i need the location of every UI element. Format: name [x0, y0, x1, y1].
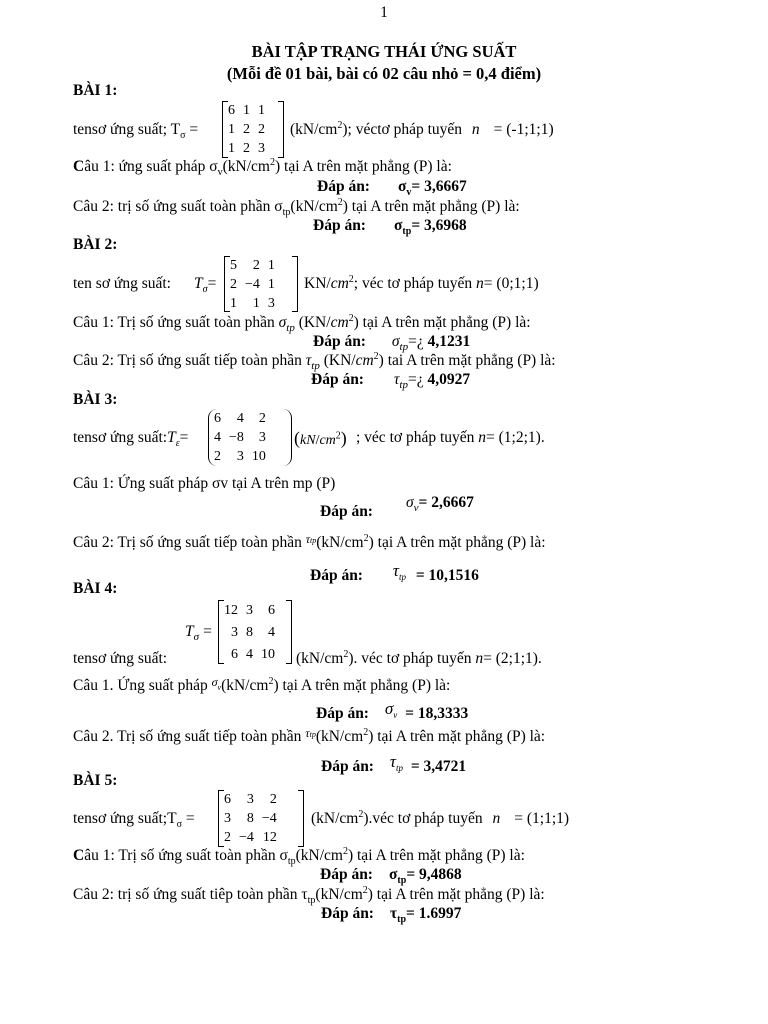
b1-vector: = (-1;1;1) [493, 121, 554, 138]
b2-unit-sup: 2 [348, 273, 354, 285]
b2-a2-label: Đáp án: [311, 371, 364, 388]
b2-a2-eq: =¿ [407, 371, 424, 388]
b1-q2-sub: tp [282, 207, 291, 219]
b3-m12: 3 [258, 430, 266, 445]
b3-m00: 6 [214, 411, 221, 426]
b3-a2-sym: τ [392, 561, 399, 580]
b4-q1-b: (kN/cm [221, 677, 269, 694]
b3-q2-text: Câu 2: Trị số ứng suất tiếp toàn phần [73, 534, 302, 551]
b5-q1-c: ) tại A trên mặt phẳng (P) là: [347, 847, 525, 864]
b5-a1-sym: σ [388, 866, 398, 883]
b2-a1-label: Đáp án: [313, 333, 366, 350]
b1-a2-sub: tp [402, 226, 412, 238]
b4-q2-c: ) tại A trên mặt phẳng (P) là: [368, 728, 546, 745]
b1-a2-label: Đáp án: [313, 217, 366, 234]
b2-m02: 1 [267, 258, 275, 273]
b5-answer-2 [321, 905, 462, 926]
b3-question-2 [73, 532, 546, 552]
b2-eq: = [207, 275, 217, 292]
b2-a2-sym: τ [393, 371, 400, 388]
b4-m12: 4 [268, 625, 275, 640]
b3-eq: = [179, 429, 189, 446]
b1-m01: 1 [243, 103, 250, 118]
b5-m12: −4 [261, 811, 277, 826]
b3-unit-c: ; véc tơ pháp tuyến [356, 429, 475, 446]
b1-q2-sup: 2 [337, 196, 343, 208]
b4-q2-sub: tp [309, 730, 316, 739]
b2-heading: BÀI 2: [73, 236, 118, 253]
b4-q2-sym: τ [305, 726, 310, 740]
b5-answer-1 [320, 866, 462, 887]
page-title: BÀI TẬP TRẠNG THÁI ỨNG SUẤT [251, 42, 517, 61]
b2-t-symbol [194, 275, 217, 296]
b1-n-symbol: n [471, 121, 480, 138]
b1-q2-text: Câu 2: trị số ứng suất toàn phần σ [73, 198, 283, 215]
b2-q1-sym: σ [278, 314, 287, 331]
b4-t-symbol [185, 623, 212, 644]
b4-m20: 6 [231, 647, 238, 662]
b5-q1-sup: 2 [342, 845, 348, 857]
b4-unit-sup: 2 [343, 648, 349, 660]
b4-m02: 6 [268, 603, 275, 618]
b2-t-sub: σ [202, 284, 208, 296]
b4-n-symbol: n [475, 650, 484, 667]
b1-a2-sym: σ [393, 217, 403, 234]
b1-unit-b: ); véctơ pháp tuyến [342, 121, 463, 138]
b2-unit-b: ; véc tơ pháp tuyến [353, 275, 473, 292]
b5-lead: tensơ ứng suất;T [73, 810, 177, 827]
b3-t-sym: T [167, 429, 176, 446]
b1-lead: tensơ ứng suất; T [73, 121, 181, 138]
b3-q2-b: (kN/cm [316, 534, 364, 551]
b3-m10: 4 [214, 430, 221, 445]
b4-q1-sym: σ [211, 675, 218, 689]
b4-q1-sub: v [217, 683, 222, 692]
b2-q2-text: Câu 2: Trị số ứng suất tiếp toàn phần [73, 352, 302, 369]
b4-vector: = (2;1;1). [483, 650, 542, 667]
b2-a1-eq: =¿ [408, 333, 424, 350]
b5-a2-sym: τ [389, 905, 398, 922]
b1-m20: 1 [228, 141, 235, 156]
b4-m11: 8 [246, 625, 253, 640]
b3-a1-label: Đáp án: [320, 503, 373, 520]
b2-a1-sub: tp [399, 341, 409, 354]
b2-m00: 5 [230, 258, 237, 273]
b3-unit-a: ( [294, 428, 300, 448]
b5-vector: = (1;1;1) [514, 810, 570, 827]
b5-lead-sub: σ [176, 819, 182, 831]
b2-q2-cm: cm [355, 352, 374, 369]
b5-a2-val: = 1.6997 [406, 905, 462, 922]
page-number: 1 [380, 4, 388, 21]
b3-unit-b: ) [340, 428, 347, 448]
b1-a2-val: = 3,6968 [411, 217, 467, 234]
b5-m10: 3 [224, 811, 231, 826]
b3-m02: 2 [258, 411, 266, 426]
b4-answer-2 [321, 752, 466, 776]
b4-q1-sup: 2 [268, 675, 274, 687]
b4-q1-text: Câu 1. Ứng suất pháp [73, 677, 208, 694]
b1-answer-2 [313, 217, 467, 238]
b2-q1-sub: tp [286, 322, 295, 335]
b5-a2-sub: tp [397, 914, 407, 926]
b2-t-sym: T [194, 275, 203, 292]
b1-lead-sub: σ [180, 130, 186, 142]
b2-q1-b: (KN/ [298, 314, 331, 331]
b4-m22: 10 [261, 647, 275, 662]
b2-question-2 [73, 350, 556, 373]
b1-answer-1 [317, 178, 467, 199]
b1-unit-line [290, 121, 554, 139]
b1-q1-first: C [73, 158, 85, 175]
b5-a1-sub: tp [397, 875, 407, 887]
b2-q2-sub: tp [311, 360, 320, 373]
b4-a1-sub: v [393, 710, 398, 720]
b3-unit-kn: kN [300, 433, 316, 448]
b4-q2-text: Câu 2. Trị số ứng suất tiếp toàn phần [73, 728, 302, 745]
b1-q2-c: ) tại A trên mặt phẳng (P) là: [342, 198, 520, 215]
b1-m00: 6 [228, 103, 235, 118]
b2-lead: ten sơ ứng suất: [73, 275, 171, 292]
b2-unit-line [304, 275, 539, 293]
b5-m21: −4 [239, 830, 254, 845]
b3-a1-sym: σ [406, 494, 414, 511]
b4-question-2 [73, 726, 545, 746]
b3-m21: 3 [236, 449, 244, 464]
b2-a1-val: 4,1231 [427, 333, 471, 350]
b4-m21: 4 [246, 647, 253, 662]
b3-a2-label: Đáp án: [310, 567, 363, 584]
b2-unit-a: KN/ [304, 275, 331, 292]
b2-m12: 1 [267, 277, 275, 292]
b1-m22: 3 [258, 141, 265, 156]
b4-question-1 [73, 675, 450, 695]
b3-m01: 4 [236, 411, 244, 426]
b2-m11: −4 [245, 277, 260, 292]
b2-n-symbol: n [476, 275, 484, 292]
b5-m22: 12 [262, 830, 277, 845]
b3-vector: = (1;2;1). [486, 429, 545, 446]
b3-n-symbol: n [478, 429, 487, 446]
b1-q2-b: (kN/cm [290, 198, 338, 215]
b3-t-sub: ε [175, 438, 180, 450]
b3-unit [294, 428, 347, 449]
b5-q1-first: C [73, 847, 85, 864]
b5-q1-b: (kN/cm [295, 847, 343, 864]
b4-answer-1 [316, 699, 468, 723]
b2-a2-sub: tp [399, 379, 408, 392]
b4-a1-sym: σ [384, 699, 394, 718]
b2-q1-c: ) tại A trên mặt phẳng (P) là: [353, 314, 531, 331]
b3-answer-2 [310, 561, 479, 585]
b1-q1-text: âu 1: ứng suất pháp σ [84, 158, 218, 175]
b4-unit-a: (kN/cm [296, 650, 344, 667]
b5-unit-a: (kN/cm [311, 810, 359, 827]
b4-t-sub: σ [193, 631, 200, 644]
b5-q1-sub: tp [287, 856, 296, 868]
b1-a1-val: = 3,6667 [411, 178, 467, 195]
b1-a1-label: Đáp án: [317, 178, 370, 195]
b1-question-1 [73, 156, 452, 179]
b4-a2-sub: tp [395, 763, 403, 773]
b5-tensor-line [73, 810, 195, 831]
b3-q2-c: ) tại A trên mặt phẳng (P) là: [368, 534, 546, 551]
b1-eq: = [185, 121, 199, 138]
b3-q2-sub: tp [310, 536, 317, 545]
b1-q1-sub: v [217, 167, 223, 179]
b1-q1-c: ) tại A trên mặt phẳng (P) là: [274, 158, 452, 175]
b3-answer-1 [320, 503, 373, 521]
b2-unit-cm: cm [330, 275, 349, 292]
b1-a1-sub: v [406, 187, 412, 199]
b3-heading: BÀI 3: [73, 391, 118, 408]
b3-q2-sup: 2 [363, 532, 369, 544]
b4-lead: tensơ ứng suất: [73, 650, 168, 667]
b2-q2-sym: τ [305, 352, 312, 369]
b3-matrix [208, 409, 292, 466]
b2-q2-sup: 2 [373, 350, 379, 362]
b3-a2-val: = 10,1516 [415, 567, 479, 584]
b3-m22: 10 [251, 449, 266, 464]
b5-question-1 [73, 845, 525, 868]
b2-q1-text: Câu 1: Trị số ứng suất toàn phần [73, 314, 275, 331]
b3-answer-1-value [406, 494, 474, 515]
b5-q2-text: Câu 2: trị số ứng suất tiêp toàn phần τ [73, 886, 308, 903]
page-subtitle: (Mỗi đề 01 bài, bài có 02 câu nhỏ = 0,4 điểm) [226, 64, 542, 83]
b3-unit-slash: / [315, 433, 320, 448]
b4-eq: = [203, 623, 212, 640]
b5-a1-label: Đáp án: [320, 866, 373, 883]
b3-vector-line [356, 429, 545, 447]
b5-unit-b: ).véc tơ pháp tuyến [363, 810, 483, 827]
b2-q2-c: ) tai A trên mặt phẳng (P) là: [378, 352, 556, 369]
b1-q1-sup: 2 [269, 156, 275, 168]
b2-vector: = (0;1;1) [483, 275, 539, 292]
b5-a2-label: Đáp án: [321, 905, 374, 922]
b2-m21: 1 [252, 296, 260, 311]
b4-q2-sup: 2 [363, 726, 369, 738]
b2-q1-cm: cm [330, 314, 349, 331]
b1-unit-sup: 2 [337, 119, 343, 131]
b2-m20: 1 [230, 296, 237, 311]
b1-unit-a: (kN/cm [290, 121, 338, 138]
b2-question-1 [73, 312, 531, 335]
b1-m12: 2 [258, 122, 265, 137]
b1-heading: BÀI 1: [73, 82, 118, 99]
b4-matrix [218, 600, 292, 664]
b3-unit-sup: 2 [335, 430, 341, 442]
b5-q2-sup: 2 [362, 884, 368, 896]
b3-lead: tensơ ứng suất: [73, 429, 168, 446]
b1-m10: 1 [228, 122, 235, 137]
b3-a1-sub: v [413, 502, 419, 515]
b5-m02: 2 [269, 792, 277, 807]
b3-question-1: Câu 1: Ứng suất pháp σv tại A trên mp (P) [73, 475, 336, 492]
b4-heading: BÀI 4: [73, 580, 118, 597]
b2-matrix [224, 256, 298, 312]
b1-tensor-line [73, 121, 199, 142]
b2-answer-2 [311, 371, 471, 392]
b2-answer-1 [313, 333, 471, 354]
b4-unit-b: ). véc tơ pháp tuyến [348, 650, 472, 667]
b5-eq: = [181, 810, 195, 827]
b5-m20: 2 [224, 830, 231, 845]
b3-unit-cm: cm [319, 433, 336, 448]
b1-q1-b: (kN/cm [222, 158, 270, 175]
b4-m00: 12 [224, 603, 238, 618]
b4-a2-val: = 3,4721 [410, 758, 467, 775]
b3-tensor-line [73, 429, 189, 450]
b5-q2-c: ) tại A trên mặt phẳng (P) là: [367, 886, 545, 903]
b1-m11: 2 [243, 122, 250, 137]
b2-m22: 3 [267, 296, 275, 311]
b4-t-sym: T [185, 623, 194, 640]
b5-question-2 [73, 884, 545, 907]
b5-heading: BÀI 5: [73, 772, 118, 789]
b5-n-symbol: n [492, 810, 501, 827]
b5-m01: 3 [246, 792, 254, 807]
b4-a2-label: Đáp án: [321, 758, 374, 775]
b5-a1-val: = 9,4868 [406, 866, 462, 883]
b4-a2-sym: τ [389, 752, 396, 771]
b2-a1-sym: σ [391, 333, 400, 350]
b4-unit-line [296, 650, 542, 668]
b3-m11: −8 [229, 430, 244, 445]
b5-m00: 6 [224, 792, 231, 807]
b1-question-2 [73, 196, 520, 219]
b5-q2-b: (kN/cm [315, 886, 363, 903]
b3-a2-sub: tp [398, 572, 406, 582]
b4-a1-val: = 18,3333 [405, 705, 469, 722]
b4-m10: 3 [231, 625, 238, 640]
b4-q2-b: (kN/cm [315, 728, 364, 745]
b5-unit-sup: 2 [358, 808, 364, 820]
b2-m01: 2 [252, 258, 260, 273]
b5-q1-text: âu 1: Trị số ứng suất toàn phần σ [84, 847, 288, 864]
b5-unit-line [311, 810, 569, 828]
b4-a1-label: Đáp án: [316, 705, 369, 722]
b1-matrix [222, 101, 284, 158]
b2-m10: 2 [230, 277, 237, 292]
b3-q2-sym: τ [305, 532, 311, 546]
b5-m11: 8 [246, 811, 254, 826]
b5-matrix [218, 790, 304, 847]
b1-m02: 1 [258, 103, 265, 118]
b2-q1-sup: 2 [348, 312, 354, 324]
b1-m21: 2 [243, 141, 250, 156]
b3-m20: 2 [214, 449, 221, 464]
b2-q2-b: (KN/ [323, 352, 356, 369]
b4-q1-c: ) tại A trên mặt phẳng (P) là: [273, 677, 451, 694]
b1-a1-sym: σ [397, 178, 407, 195]
b4-m01: 3 [246, 603, 253, 618]
b5-q2-sub: tp [307, 895, 316, 907]
b2-a2-val: 4,0927 [427, 371, 471, 388]
b3-a1-val: = 2,6667 [418, 494, 474, 511]
